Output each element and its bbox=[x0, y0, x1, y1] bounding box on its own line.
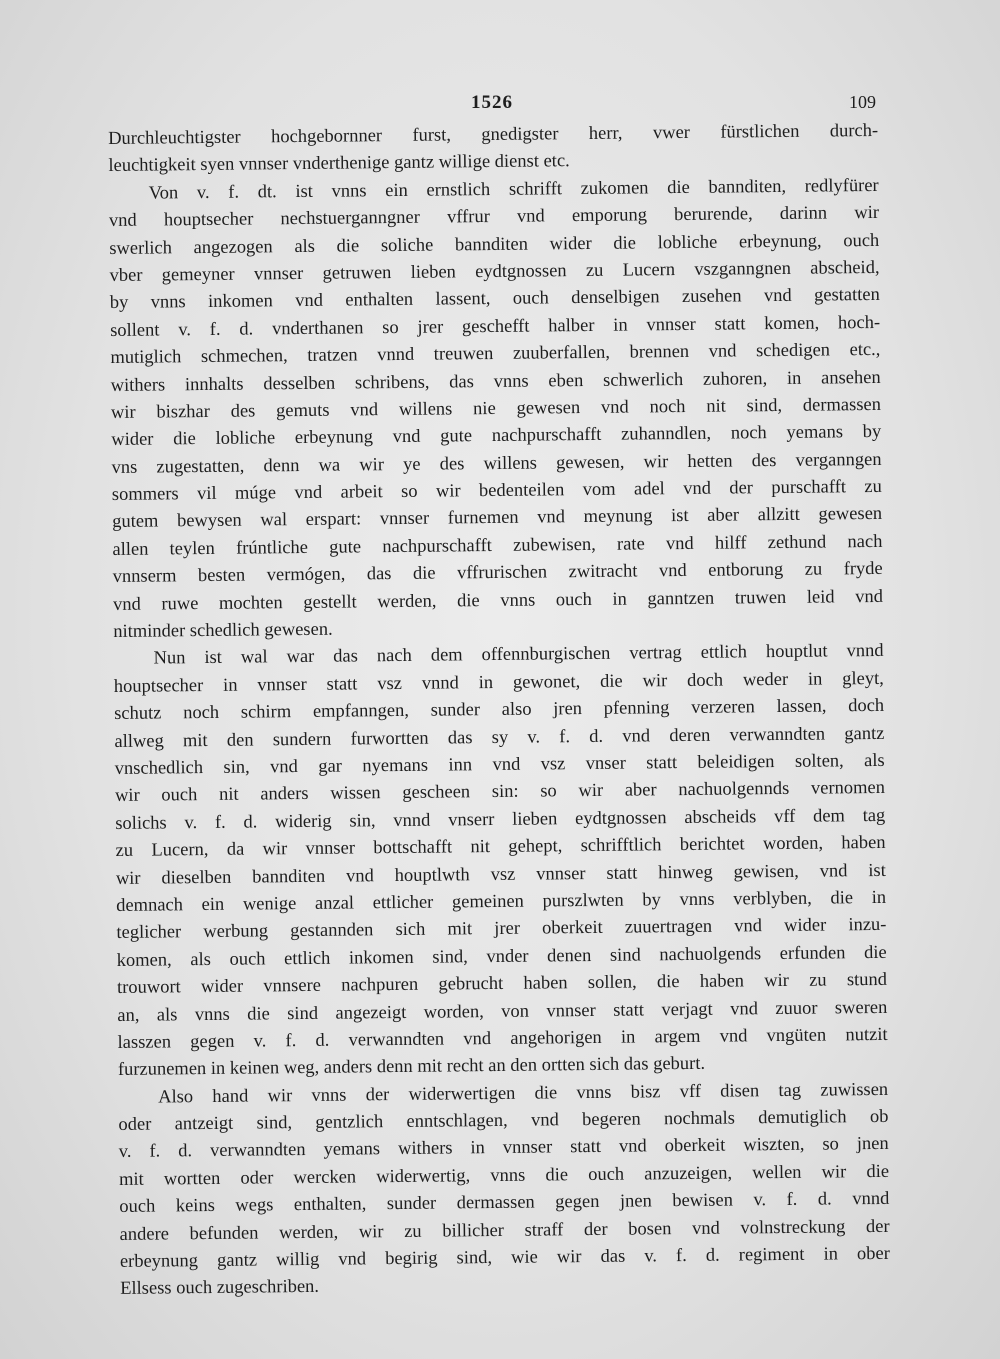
text-line: Von v. f. dt. ist vnns ein ernstlich schrifft zukomen die bannditen, redlyfürer bbox=[148, 175, 879, 204]
text-line: houptsecher in vnnser statt vsz vnnd in gewonet, die wir doch weder in gleyt, bbox=[113, 668, 884, 697]
text-line: wider die lobliche erbeynung vnd gute nachpurschafft zuhanndlen, noch yemans by bbox=[111, 422, 882, 451]
text-line: vnnserm besten vermógen, das die vffrurischen zwitracht vnd entborung zu fryde bbox=[112, 559, 883, 588]
text-line: allen teylen frúntliche gute nachpurschafft zubewisen, rate vnd hilff zethund nach bbox=[112, 531, 883, 560]
text-line: wir biszhar des gemuts vnd willens nie gewesen vnd noch nit sind, dermassen bbox=[110, 394, 882, 423]
text-line: gutem bewysen wal erspart: vnnser furnemen vnd meynung ist aber allzitt gewesen bbox=[112, 504, 883, 533]
text-line: vns zugestatten, denn wa wir ye des willens gewesen, wir hetten des verganngen bbox=[111, 449, 882, 478]
text-line: trouwort wider vnnsere nachpuren gebrucht haben sollen, die haben wir zu stund bbox=[116, 969, 888, 999]
text-line: vnd houptsecher nechstuerganngner vffrur vnd emporung berurende, darinn wir bbox=[108, 203, 880, 232]
text-line: schutz noch schirm empfanngen, sunder also jren pfenning verzeren lassen, doch bbox=[114, 696, 885, 725]
text-line: swerlich angezogen als die soliche bannditen wider die lobliche erbeynung, ouch bbox=[109, 230, 880, 259]
text-line: wir ouch nit anders wissen gescheen sin: so wir aber nachuolgennds vernomen bbox=[114, 778, 886, 807]
running-head-year: 1526 bbox=[471, 92, 513, 113]
text-line: leuchtigkeit syen vnnser vnderthenige gantz willige dienst etc. bbox=[108, 151, 570, 177]
text-line: Ellsess ouch zugeschriben. bbox=[120, 1277, 320, 1300]
text-line: by vnns inkomen vnd enthalten lassent, ouch denselbigen zusehen vnd gestatten bbox=[109, 285, 880, 314]
text-line: Nun ist wal war das nach dem offennburgischen vertrag ettlich houptlut vnnd bbox=[153, 641, 884, 669]
text-line: Also hand wir vnns der widerwertigen die vnns bisz vff disen tag zuwissen bbox=[158, 1079, 889, 1108]
text-line: vber gemeyner vnnser getruwen lieben eydtgnossen zu Lucern vszganngnen abscheid, bbox=[109, 257, 880, 286]
text-line: demnach ein wenige anzal ettlicher gemeinen purszlwten by vnns verblyben, die in bbox=[116, 887, 887, 916]
text-line: komen, als ouch ettlich inkomen sind, vnder denen sind nachuolgends erfunden die bbox=[116, 942, 887, 971]
text-line: solichs v. f. d. widerig sin, vnnd vnserr lieben eydtgnossen abscheids vff dem tag bbox=[115, 805, 886, 834]
text-line: erbeynung gantz willig vnd begirig sind, wie wir das v. f. d. regiment in ober bbox=[119, 1243, 890, 1272]
text-line: sollent v. f. d. vnderthanen so jrer geschefft halber in vnnser statt komen, hoch- bbox=[110, 312, 881, 341]
text-line: mit wortten oder wercken widerwertig, vnns die ouch anzuzeigen, wellen wir die bbox=[118, 1161, 890, 1190]
page-header bbox=[108, 92, 876, 122]
text-line: oder antzeigt sind, gentzlich enntschlagen, vnd begeren nochmals demutiglich ob bbox=[118, 1106, 889, 1136]
text-line: teglicher werbung gestannden sich mit jrer oberkeit zuuertragen vnd wider inzu- bbox=[116, 915, 887, 944]
text-line: vnd ruwe mochten gestellt werden, die vnns ouch in ganntzen truwen leid vnd bbox=[112, 586, 884, 615]
text-line: ouch keins wegs enthalten, sunder dermassen gegen jnen bewisen v. f. d. vnnd bbox=[119, 1189, 890, 1218]
page-number: 109 bbox=[849, 92, 876, 112]
text-line: lasszen gegen v. f. d. verwanndten vnd angehorigen in argem vnd vngüten nutzit bbox=[117, 1024, 888, 1053]
text-line: withers innhalts desselben schribens, das vnns eben schwerlich zuhoren, in ansehen bbox=[110, 367, 881, 396]
text-line: mutiglich schmechen, tratzen vnnd treuwen zuuberfallen, brennen vnd schedigen etc., bbox=[110, 340, 881, 369]
text-line: zu Lucern, da wir vnnser bottschafft nit gehept, schrifftlich berichtet worden, haben bbox=[115, 833, 886, 862]
text-line: Durchleuchtigster hochgebornner furst, gnedigster herr, vwer fürstlichen durch- bbox=[108, 120, 879, 149]
text-line: furzunemen in keinen weg, anders denn mit recht an den ortten sich das geburt. bbox=[117, 1054, 706, 1081]
text-line: an, als vnns die sind angezeigt worden, von vnnser statt verjagt vnd zuuor sweren bbox=[117, 997, 888, 1026]
text-line: v. f. d. verwanndten yemans withers in vnnser statt vnd oberkeit wiszten, so jnen bbox=[118, 1134, 889, 1163]
text-line: allweg mit den sundern furwortten das sy v. f. d. vnd deren verwanndten gantz bbox=[114, 723, 885, 752]
letter-body bbox=[108, 118, 890, 1304]
text-line: nitminder schedlich gewesen. bbox=[113, 619, 333, 643]
text-line: sommers vil múge vnd arbeit so wir bedenteilen vom adel vnd der purschafft zu bbox=[111, 476, 882, 506]
text-line: andere befunden werden, wir zu billicher straff der bosen vnd volnstreckung der bbox=[119, 1216, 890, 1245]
text-line: wir dieselben bannditen vnd houptlwth vsz vnnser statt hinweg gewisen, vnd ist bbox=[115, 860, 886, 889]
text-line: vnschedlich sin, vnd gar nyemans inn vnd vsz vnser statt beleidigen solten, als bbox=[114, 750, 885, 779]
